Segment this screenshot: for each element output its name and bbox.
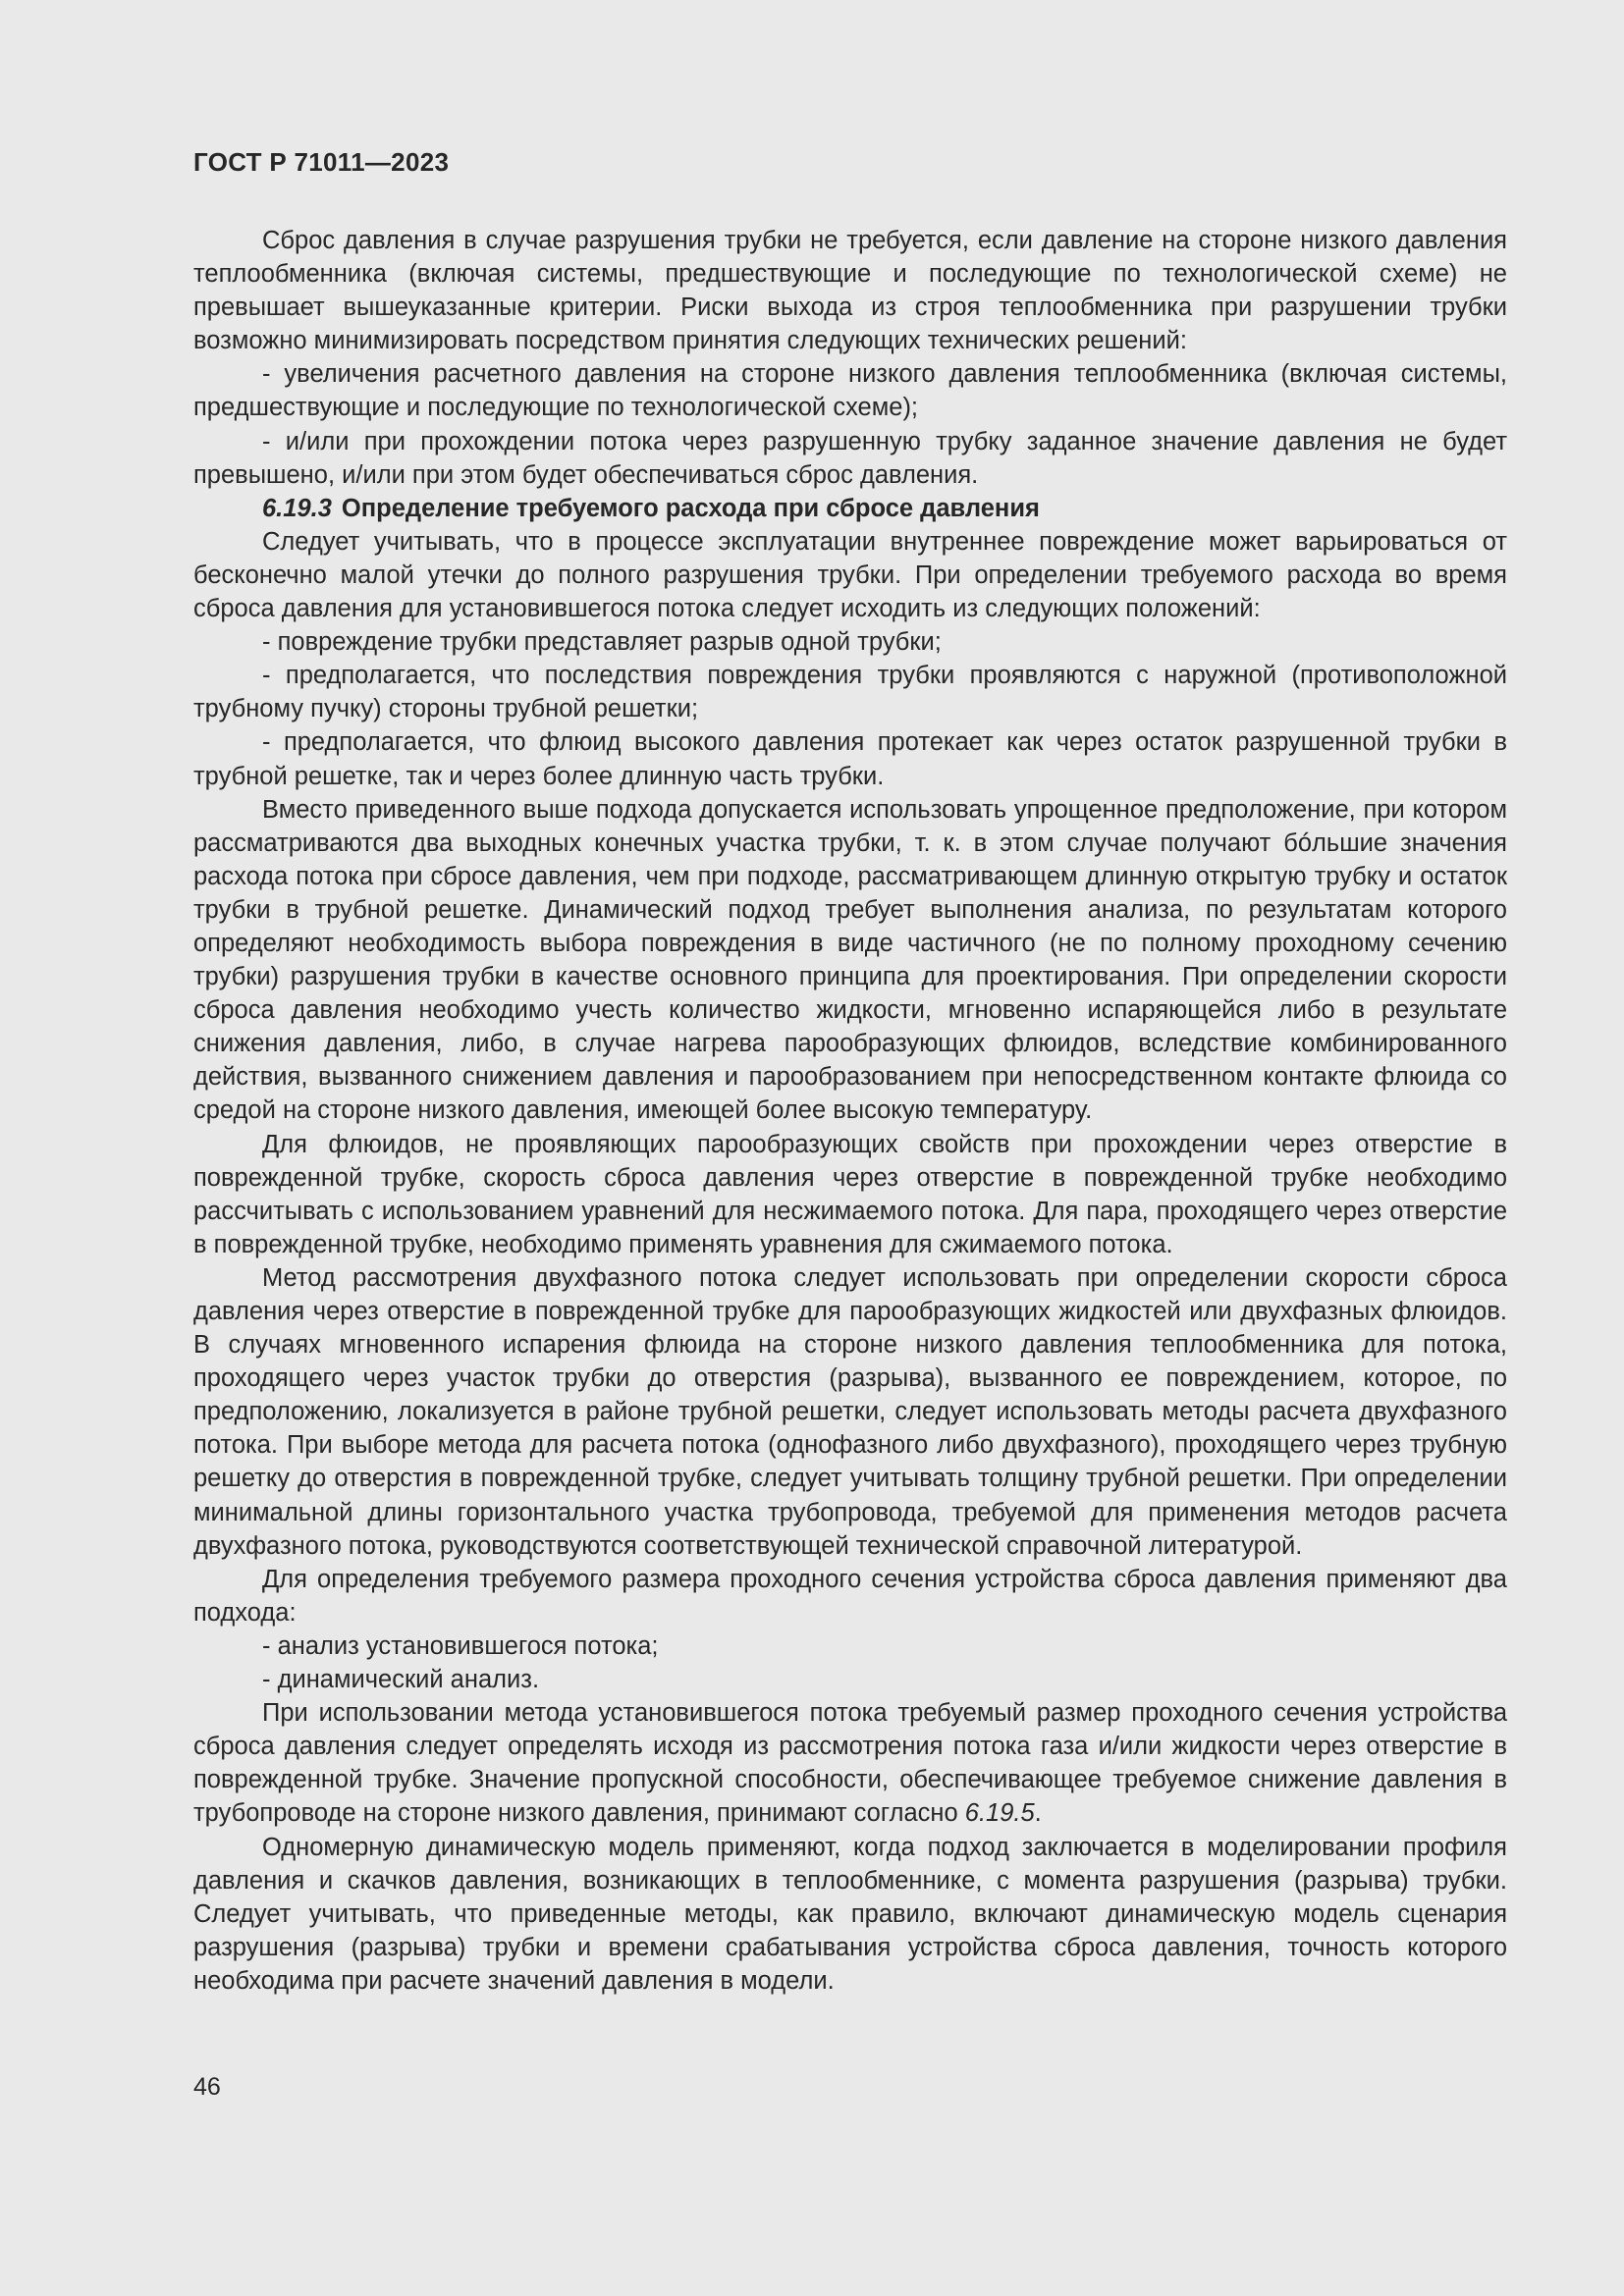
section-number: 6.19.3 <box>262 494 332 522</box>
list-item: - повреждение трубки представляет разрыв одной трубки; <box>262 628 942 657</box>
section-heading <box>193 492 1507 525</box>
page-number: 46 <box>193 2073 221 2101</box>
list-item: - анализ установившегося потока; <box>262 1631 659 1660</box>
list-item: - предполагается, что последствия повреждения трубки проявляются с наружной (противоположной трубному пучку) стороны трубной решетки; <box>193 662 1507 723</box>
paragraph: Следует учитывать, что в процессе эксплуатации внутреннее повреждение может варьироваться от бесконечно малой утечки до полного разрушения трубки. При определении требуемого расхода во время сброса давления для установившегося потока следует исходить из следующих положений: <box>193 527 1507 623</box>
paragraph <box>193 1696 1507 1830</box>
paragraph: Вместо приведенного выше подхода допускается использовать упрощенное предположение, при котором рассматриваются два выходных конечных участка трубки, т. к. в этом случае получают бóльшие значения расхода потока при сбросе давления, чем при подходе, рассматривающем длинную открытую трубку и остаток трубки в трубной решетке. Динамический подход требует выполнения анализа, по результатам которого определяют необходимость выбора повреждения в виде частичного (не по полному проходному сечению трубки) разрушения трубки в качестве основного принципа для проектирования. При определении скорости сброса давления необходимо учесть количество жидкости, мгновенно испаряющейся либо в результате снижения давления, либо, в случае нагрева парообразующих флюидов, вследствие комбинированного действия, вызванного снижением давления и парообразованием при непосредственном контакте флюида со средой на стороне низкого давления, имеющей более высокую температуру. <box>193 795 1507 1125</box>
paragraph: Сброс давления в случае разрушения трубки не требуется, если давление на стороне низкого давления теплообменника (включая системы, предшествующие и последующие по технологической схеме) не превышает вышеуказанные критерии. Риски выхода из строя теплообменника при разрушении трубки возможно минимизировать посредством принятия следующих технических решений: <box>193 227 1507 355</box>
paragraph: Метод рассмотрения двухфазного потока следует использовать при определении скорости сброса давления через отверстие в поврежденной трубке для парообразующих жидкостей или двухфазных флюидов. В случаях мгновенного испарения флюида на стороне низкого давления теплообменника для потока, проходящего через участок трубки до отверстия (разрыва), вызванного ее повреждением, которое, по предположению, локализуется в районе трубной решетки, следует использовать методы расчета двухфазного потока. При выборе метода для расчета потока (однофазного либо двухфазного), проходящего через трубную решетку до отверстия в поврежденной трубке, следует учитывать толщину трубной решетки. При определении минимальной длины горизонтального участка трубопровода, требуемой для применения методов расчета двухфазного потока, руководствуются соответствующей технической справочной литературой. <box>193 1263 1507 1560</box>
paragraph: Для флюидов, не проявляющих парообразующих свойств при прохождении через отверстие в поврежденной трубке, скорость сброса давления через отверстие в поврежденной трубке необходимо рассчитывать с использованием уравнений для несжимаемого потока. Для пара, проходящего через отверстие в поврежденной трубке, необходимо применять уравнения для сжимаемого потока. <box>193 1130 1507 1258</box>
list-item: - предполагается, что флюид высокого давления протекает как через остаток разрушенной трубки в трубной решетке, так и через более длинную часть трубки. <box>193 728 1507 790</box>
document-body <box>193 224 1507 1998</box>
section-title: Определение требуемого расхода при сбросе давления <box>341 494 1040 522</box>
list-item: - динамический анализ. <box>262 1666 540 1694</box>
paragraph: Для определения требуемого размера проходного сечения устройства сброса давления применяют два подхода: <box>193 1565 1507 1627</box>
list-item: - увеличения расчетного давления на стороне низкого давления теплообменника (включая системы, предшествующие и последующие по технологической схеме); <box>193 360 1507 422</box>
paragraph: Одномерную динамическую модель применяют, когда подход заключается в моделировании профиля давления и скачков давления, возникающих в теплообменнике, с момента разрушения (разрыва) трубки. Следует учитывать, что приведенные методы, как правило, включают динамическую модель сценария разрушения (разрыва) трубки и времени срабатывания устройства сброса давления, точность которого необходима при расчете значений давления в модели. <box>193 1833 1507 1995</box>
paragraph-end: . <box>1034 1799 1042 1828</box>
document-header: ГОСТ Р 71011—2023 <box>193 147 450 177</box>
paragraph-text: При использовании метода установившегося потока требуемый размер проходного сечения устройства сброса давления следует определять исходя из рассмотрения потока газа и/или жидкости через отверстие в поврежденной трубке. Значение пропускной способности, обеспечивающее требуемое снижение давления в трубопроводе на стороне низкого давления, принимают согласно <box>193 1699 1507 1828</box>
list-item: - и/или при прохождении потока через разрушенную трубку заданное значение давления не будет превышено, и/или при этом будет обеспечиваться сброс давления. <box>193 427 1507 489</box>
clause-reference: 6.19.5 <box>964 1799 1035 1828</box>
